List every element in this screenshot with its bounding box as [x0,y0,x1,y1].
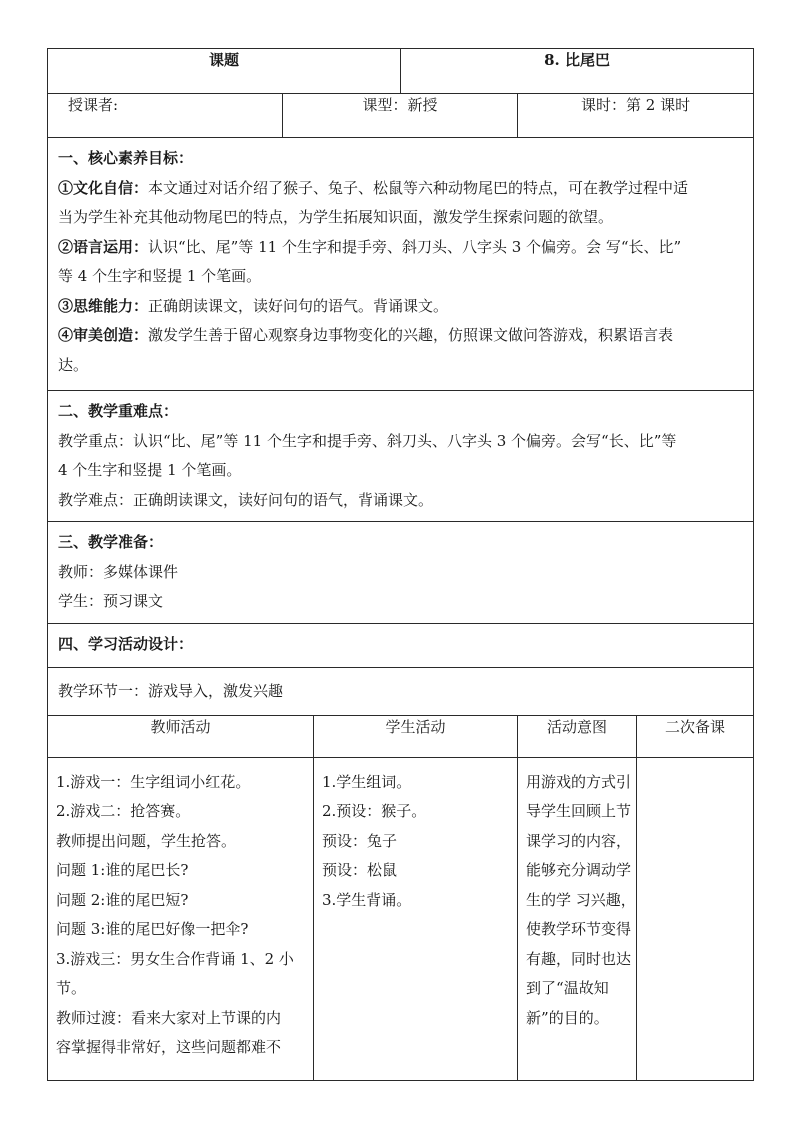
core-goals-block [48,138,754,391]
col-student-activity-label: 学生活动 [385,717,446,736]
student-activity-line: 预设：兔子 [322,831,398,850]
goal-text-cont: 当为学生补充其他动物尾巴的特点，为学生拓展知识面，激发学生探索问题的欲望。 [58,208,614,226]
teacher-cell [48,94,283,138]
key-point-line: 教学重点：认识“比、尾”等 11 个生字和提手旁、斜刀头、八字头 3 个偏旁。会写“长、比”等 [58,431,677,450]
goal-text-cont: 达。 [58,355,89,374]
col-intent-label: 活动意图 [547,717,608,736]
teacher-activity-line: 问题 3:谁的尾巴好像一把伞? [56,920,249,938]
activity-content-row [48,757,754,1080]
student-activity-line: 2.预设：猴子。 [322,802,427,820]
step1-title: 教学环节一：游戏导入，激发兴趣 [58,681,284,700]
section1-row [48,138,754,391]
student-activity-line: 1.学生组词。 [322,772,412,791]
activity-header-row [48,715,754,757]
intent-line: 有趣，同时也达 [526,949,632,968]
col-intent [518,715,637,757]
teacher-activity-line: 问题 2:谁的尾巴短? [56,890,189,909]
teacher-activity-line: 节。 [56,979,87,997]
lesson-period: 课时：第 2 课时 [580,96,691,114]
goal-label: ④审美创造： [58,326,149,344]
lesson-title-cell [401,49,754,94]
section1-heading: 一、核心素养目标： [58,149,194,167]
intent-line: 课学习的内容， [526,831,632,850]
col-teacher-activity-label: 教师活动 [150,717,211,736]
intent-cell [518,757,637,1080]
key-points-block [48,391,754,522]
intent-line: 使教学环节变得 [526,920,632,938]
teacher-activity-cell [48,757,314,1080]
intent-line: 用游戏的方式引 [526,772,632,791]
intent-line: 新”的目的。 [526,1008,609,1027]
teacher-activity-line: 教师过渡：看来大家对上节课的内 [56,1008,282,1027]
section2-row [48,391,754,522]
intent-line: 导学生回顾上节 [526,802,632,820]
intent-line: 能够充分调动学 [526,861,632,879]
goal-label: ②语言运用： [58,237,149,256]
teacher-activity-line: 容掌握得非常好，这些问题都难不 [56,1038,282,1056]
section4-heading: 四、学习活动设计： [58,634,194,653]
difficulty-line: 教学难点：正确朗读课文，读好问句的语气，背诵课文。 [58,490,434,509]
goal-item [58,292,743,322]
prep-teacher: 教师：多媒体课件 [58,562,179,581]
teacher-activity-line: 2.游戏二：抢答赛。 [56,802,191,820]
key-point-line: 4 个生字和竖提 1 个笔画。 [58,461,242,479]
second-prep-cell[interactable] [637,757,754,1080]
lesson-type: 课型：新授 [362,96,438,114]
header-label-cell [48,49,401,94]
intent-line: 生的学 习兴趣， [526,890,636,909]
goal-item [58,233,743,263]
goal-text: 正确朗读课文，读好问句的语气。背诵课文。 [148,296,449,315]
info-row [48,94,754,138]
col-teacher-activity [48,715,314,757]
teacher-activity-line: 教师提出问题，学生抢答。 [56,831,237,850]
preparation-block [48,522,754,624]
goal-label: ①文化自信： [58,178,149,197]
section3-row [48,522,754,624]
intent-line: 到了“温故知 [526,979,609,997]
section4-row [48,623,754,667]
col-second-prep [637,715,754,757]
student-activity-cell [314,757,518,1080]
goal-text: 认识“比、尾”等 11 个生字和提手旁、斜刀头、八字头 3 个偏旁。会 写“长、比” [148,237,682,256]
header-row [48,49,754,94]
goal-text: 本文通过对话介绍了猴子、兔子、松鼠等六种动物尾巴的特点，可在教学过程中适 [148,178,689,197]
col-second-prep-label: 二次备课 [665,717,726,736]
teacher-activity-line: 1.游戏一：生字组词小红花。 [56,772,251,791]
header-label: 课题 [209,51,240,69]
activity-design-block [48,623,754,667]
step1-row [48,667,754,715]
goal-text: 激发学生善于留心观察身边事物变化的兴趣，仿照课文做问答游戏，积累语言表 [148,326,674,344]
lesson-plan-table [47,48,754,1081]
prep-student: 学生：预习课文 [58,592,164,610]
section2-heading: 二、教学重难点： [58,402,179,420]
student-activity-line: 3.学生背诵。 [322,890,412,909]
lesson-title: 8. 比尾巴 [544,51,610,69]
step1-block [48,667,754,715]
goal-item [58,174,743,204]
teacher-activity-line: 问题 1:谁的尾巴长? [56,861,189,879]
period-cell [518,94,754,138]
lesson-type-cell [283,94,518,138]
goal-item [58,321,743,351]
student-activity-line: 预设：松鼠 [322,861,398,879]
goal-text-cont: 等 4 个生字和竖提 1 个笔画。 [58,267,262,285]
goal-label: ③思维能力： [58,296,149,315]
lesson-plan-page [47,48,753,1081]
teacher-label: 授课者: [68,96,119,114]
col-student-activity [314,715,518,757]
teacher-activity-line: 3.游戏三：男女生合作背诵 1、2 小 [56,949,294,968]
section3-heading: 三、教学准备： [58,533,164,551]
